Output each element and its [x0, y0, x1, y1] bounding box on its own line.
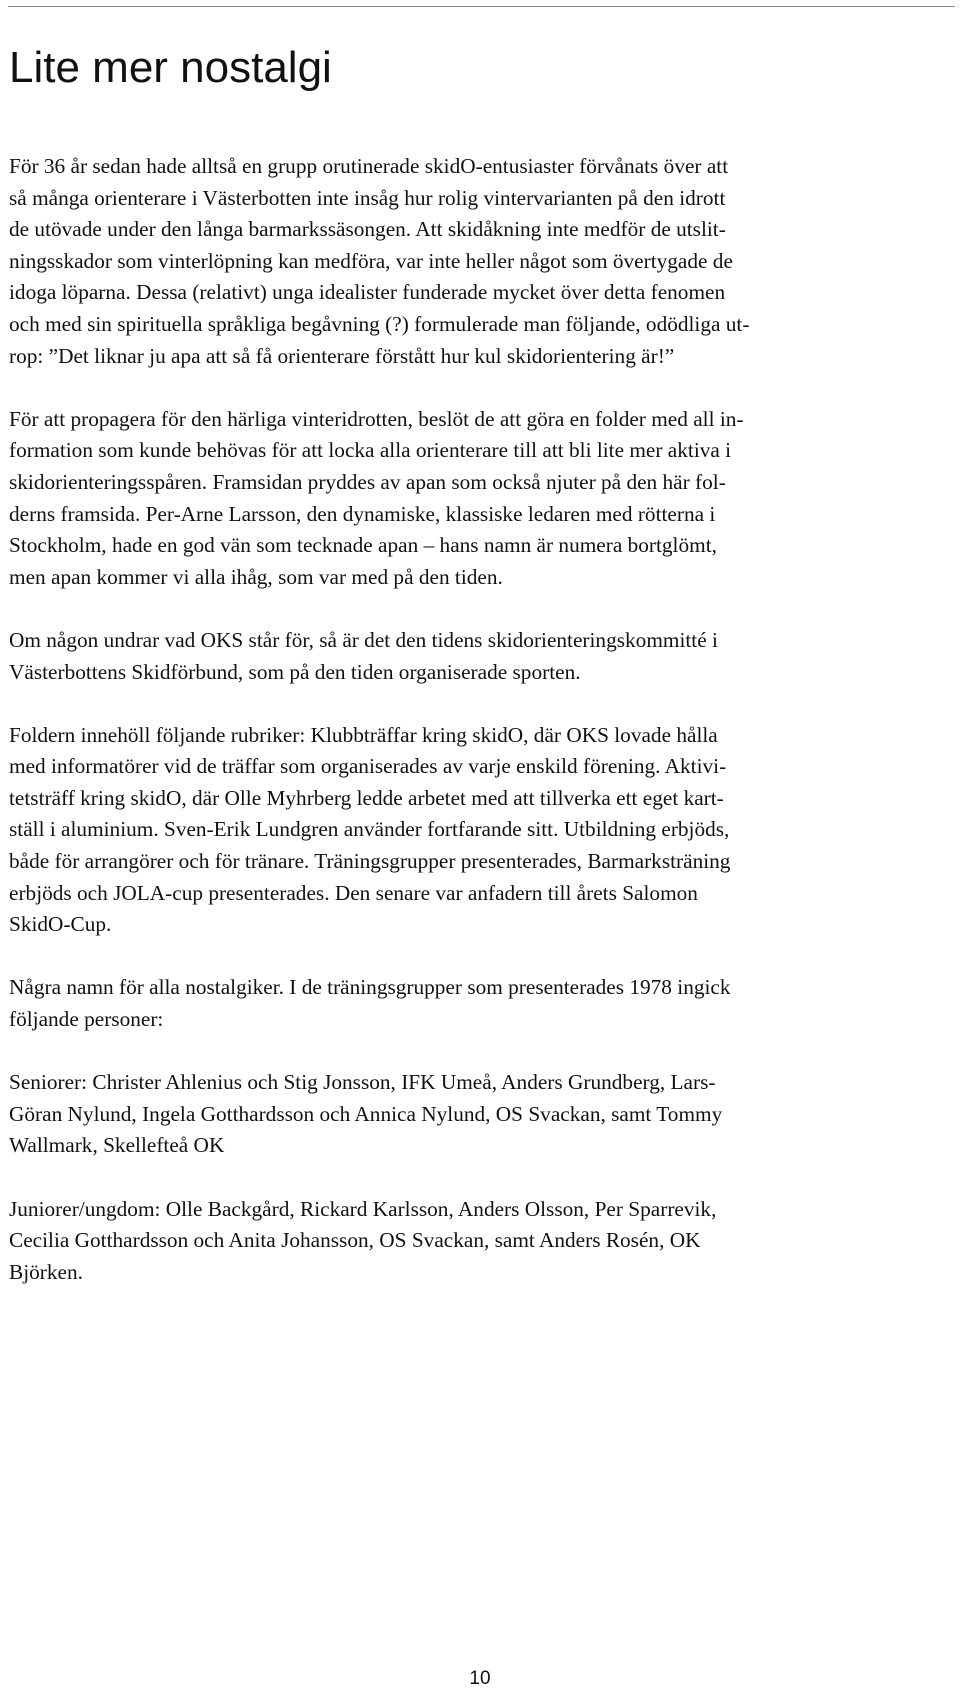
text-line: För 36 år sedan hade alltså en grupp orutinerade skidO-entusiaster förvånats över att [9, 154, 729, 178]
text-line: Om någon undrar vad OKS står för, så är det den tidens skidorienteringskommitté i [9, 627, 718, 652]
text-line: erbjöds och JOLA-cup presenterades. Den senare var anfadern till årets Salomon [9, 880, 698, 905]
text-line: ningsskador som vinterlöpning kan medföra, var inte heller något som övertygade de [9, 248, 733, 273]
text-line: För att propagera för den härliga vinteridrotten, beslöt de att göra en folder med all in- [9, 406, 744, 431]
paragraph-intro [9, 151, 901, 372]
text-line: formation som kunde behövas för att locka alla orienterare till att bli lite mer aktiva i [9, 438, 732, 463]
text-line: derns framsida. Per-Arne Larsson, den dynamiske, klassiske ledaren med rötterna i [9, 501, 716, 526]
article-body [9, 151, 901, 1320]
text-line: SkidO-Cup. [9, 912, 112, 937]
text-line: Seniorer: Christer Ahlenius och Stig Jonsson, IFK Umeå, Anders Grundberg, Lars- [9, 1070, 716, 1095]
text-line: Wallmark, Skellefteå OK [9, 1133, 225, 1158]
paragraph-rubriker [9, 720, 901, 941]
text-line: Björken. [9, 1259, 83, 1284]
text-line: tetsträff kring skidO, där Olle Myhrberg ledde arbetet med att tillverka ett eget kart- [9, 785, 724, 810]
text-line: Västerbottens Skidförbund, som på den tiden organiserade sporten. [9, 659, 581, 684]
text-line: Stockholm, hade en god vän som tecknade apan – hans namn är numera bortglömt, [9, 533, 717, 558]
text-line: men apan kommer vi alla ihåg, som var med på den tiden. [9, 564, 503, 589]
text-line: Cecilia Gotthardsson och Anita Johansson, OS Svackan, samt Anders Rosén, OK [9, 1228, 701, 1253]
text-line: Juniorer/ungdom: Olle Backgård, Rickard Karlsson, Anders Olsson, Per Sparrevik, [9, 1196, 717, 1221]
top-rule [8, 6, 955, 7]
text-line: Några namn för alla nostalgiker. I de träningsgrupper som presenterades 1978 ingick [9, 975, 731, 1000]
text-line: skidorienteringsspåren. Framsidan pryddes av apan som också njuter på den här fol- [9, 469, 726, 494]
paragraph-names-intro [9, 972, 901, 1035]
text-line: Göran Nylund, Ingela Gotthardsson och Annica Nylund, OS Svackan, samt Tommy [9, 1101, 723, 1126]
text-line: både för arrangörer och för tränare. Träningsgrupper presenterades, Barmarksträning [9, 849, 731, 874]
paragraph-juniors [9, 1194, 901, 1289]
text-line: och med sin spirituella språkliga begåvning (?) formulerade man följande, odödliga ut- [9, 311, 750, 336]
paragraph-seniors [9, 1067, 901, 1162]
page-number: 10 [469, 1668, 491, 1689]
text-line: med informatörer vid de träffar som organiserades av varje enskild förening. Aktivi- [9, 754, 727, 779]
text-line: rop: ”Det liknar ju apa att så få orienterare förstått hur kul skidorientering är!” [9, 343, 675, 368]
text-line: Foldern innehöll följande rubriker: Klubbträffar kring skidO, där OKS lovade hålla [9, 722, 718, 747]
text-line: idoga löparna. Dessa (relativt) unga idealister funderade mycket över detta fenomen [9, 280, 726, 305]
text-line: följande personer: [9, 1007, 164, 1032]
paragraph-folder [9, 404, 901, 594]
page-title: Lite mer nostalgi [9, 43, 332, 92]
text-line: de utövade under den långa barmarkssäsongen. Att skidåkning inte medför de utslit- [9, 217, 726, 242]
paragraph-oks [9, 625, 901, 688]
text-line: ställ i aluminium. Sven-Erik Lundgren använder fortfarande sitt. Utbildning erbjöds, [9, 817, 730, 842]
text-line: så många orienterare i Västerbotten inte insåg hur rolig vintervarianten på den idrott [9, 185, 726, 210]
